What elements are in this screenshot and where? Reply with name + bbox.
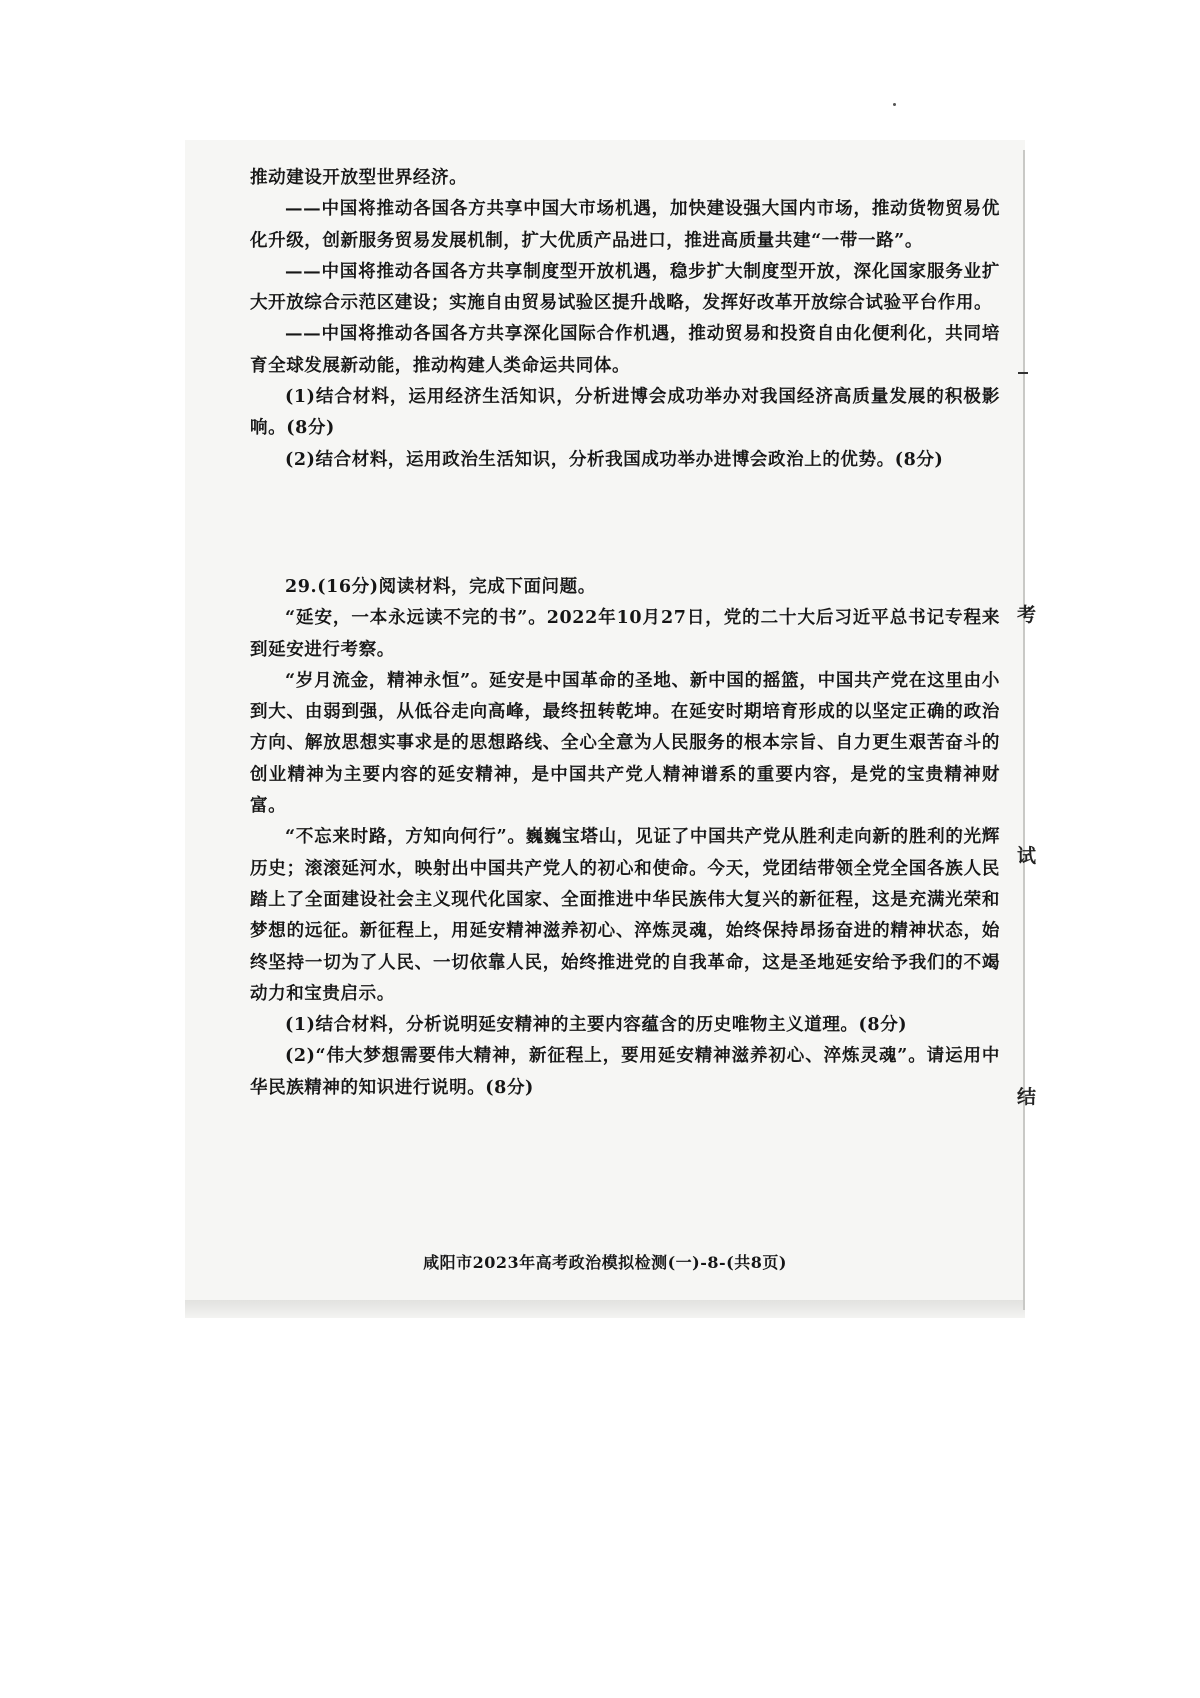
margin-dash [1018, 372, 1028, 374]
q29-title: 29.(16分)阅读材料，完成下面问题。 [285, 576, 596, 597]
page-edge-shadow [185, 1300, 1025, 1318]
margin-mark-1: 考 [1017, 604, 1037, 626]
paragraph: ——中国将推动各国各方共享中国大市场机遇，加快建设强大国内市场，推动货物贸易优化升级，创新服务贸易发展机制，扩大优质产品进口，推进高质量共建“一带一路”。 [250, 199, 1000, 251]
paragraph: ——中国将推动各国各方共享深化国际合作机遇，推动贸易和投资自由化便利化，共同培育全球发展新动能，推动构建人类命运共同体。 [250, 324, 1000, 376]
question-content [250, 163, 1000, 1104]
speck-mark [893, 103, 896, 106]
paragraph: “岁月流金，精神永恒”。延安是中国革命的圣地、新中国的摇篮，中国共产党在这里由小到大、由弱到强，从低谷走向高峰，最终扭转乾坤。在延安时期培育形成的以坚定正确的政治方向、解放思想实事求是的思想路线、全心全意为人民服务的根本宗旨、自力更生艰苦奋斗的创业精神为主要内容的延安精神，是中国共产党人精神谱系的重要内容，是党的宝贵精神财富。 [250, 670, 1000, 817]
paragraph: “不忘来时路，方知向何行”。巍巍宝塔山，见证了中国共产党从胜利走向新的胜利的光辉历史；滚滚延河水，映射出中国共产党人的初心和使命。今天，党团结带领全党全国各族人民踏上了全面建设社会主义现代化国家、全面推进中华民族伟大复兴的新征程，这是充满光荣和梦想的远征。新征程上，用延安精神滋养初心、淬炼灵魂，始终保持昂扬奋进的精神状态，始终坚持一切为了人民、一切依靠人民，始终推进党的自我革命，这是圣地延安给予我们的不竭动力和宝贵启示。 [250, 827, 1000, 1004]
paragraph: 推动建设开放型世界经济。 [250, 168, 468, 188]
binding-line [1023, 150, 1025, 1310]
q29-subquestion-1: (1)结合材料，分析说明延安精神的主要内容蕴含的历史唯物主义道理。(8分) [285, 1015, 908, 1036]
margin-mark-2: 试 [1017, 845, 1037, 867]
margin-mark-3: 结 [1017, 1086, 1037, 1108]
q29-subquestion-2: (2)“伟大梦想需要伟大精神，新征程上，要用延安精神滋养初心、淬炼灵魂”。请运用中华民族精神的知识进行说明。(8分) [250, 1046, 1000, 1098]
paragraph: ——中国将推动各国各方共享制度型开放机遇，稳步扩大制度型开放，深化国家服务业扩大开放综合示范区建设；实施自由贸易试验区提升战略，发挥好改革开放综合试验平台作用。 [250, 261, 1000, 314]
q28-subquestion-1: (1)结合材料，运用经济生活知识，分析进博会成功举办对我国经济高质量发展的积极影响。(8分) [250, 387, 1000, 439]
q28-subquestion-2: (2)结合材料，运用政治生活知识，分析我国成功举办进博会政治上的优势。(8分) [285, 449, 944, 470]
paragraph: “延安，一本永远读不完的书”。2022年10月27日，党的二十大后习近平总书记专程来到延安进行考察。 [250, 608, 1000, 660]
page-footer: 咸阳市2023年高考政治模拟检测(一)-8-(共8页) [423, 1253, 787, 1272]
